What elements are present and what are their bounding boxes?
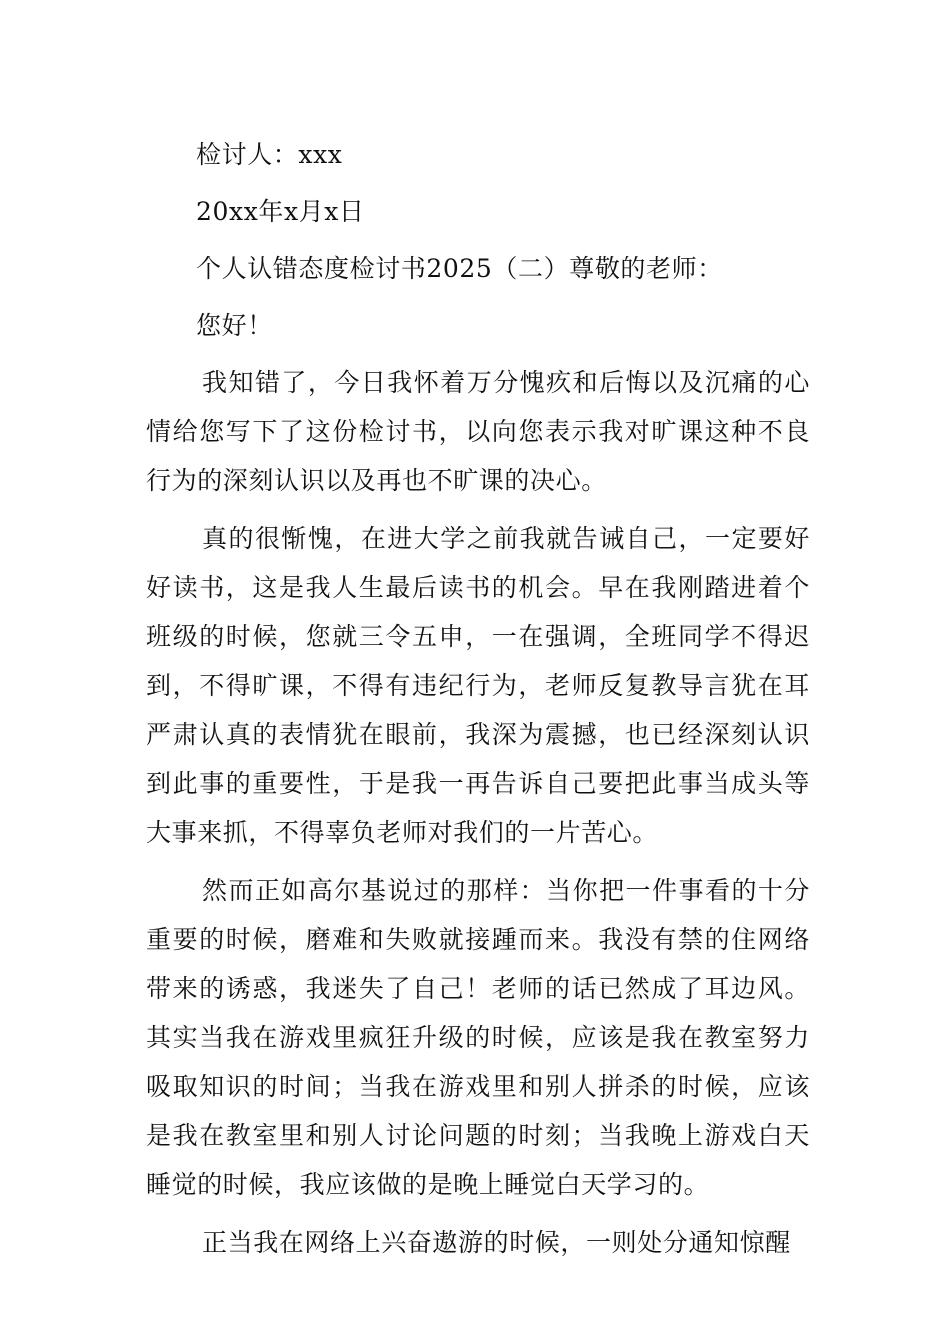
paragraph-3: 然而正如高尔基说过的那样：当你把一件事看的十分重要的时候，磨难和失败就接踵而来。我没有禁的住网络带来的诱惑，我迷失了自己！老师的话已然成了耳边风。其实当我在游戏里疯狂升级的时候，应该是我在教室努力吸取知识的时间；当我在游戏里和别人拼杀的时候，应该是我在教室里和别人讨论问题的时刻；当我晚上游戏白天睡觉的时候，我应该做的是晚上睡觉白天学习的。	[146, 876, 810, 1199]
paragraph-1: 我知错了，今日我怀着万分愧疚和后悔以及沉痛的心情给您写下了这份检讨书，以向您表示我对旷课这种不良行为的深刻认识以及再也不旷课的决心。	[146, 368, 810, 495]
paragraph-4: 正当我在网络上兴奋遨游的时候，一则处分通知惊醒	[202, 1228, 791, 1257]
paragraph-2: 真的很惭愧，在进大学之前我就告诫自己，一定要好好读书，这是我人生最后读书的机会。早在我刚踏进着个班级的时候，您就三令五申，一在强调，全班同学不得迟到，不得旷课，不得有违纪行为，老师反复教导言犹在耳严肃认真的表情犹在眼前，我深为震撼，也已经深刻认识到此事的重要性，于是我一再告诉自己要把此事当成头等大事来抓，不得辜负老师对我们的一片苦心。	[146, 524, 810, 847]
date-line: 20xx年x月x日	[196, 197, 365, 226]
author-line: 检讨人：xxx	[196, 140, 343, 169]
letter-heading: 个人认错态度检讨书2025（二）尊敬的老师：	[196, 254, 723, 283]
document-body	[146, 130, 810, 1276]
greeting: 您好！	[196, 311, 273, 340]
